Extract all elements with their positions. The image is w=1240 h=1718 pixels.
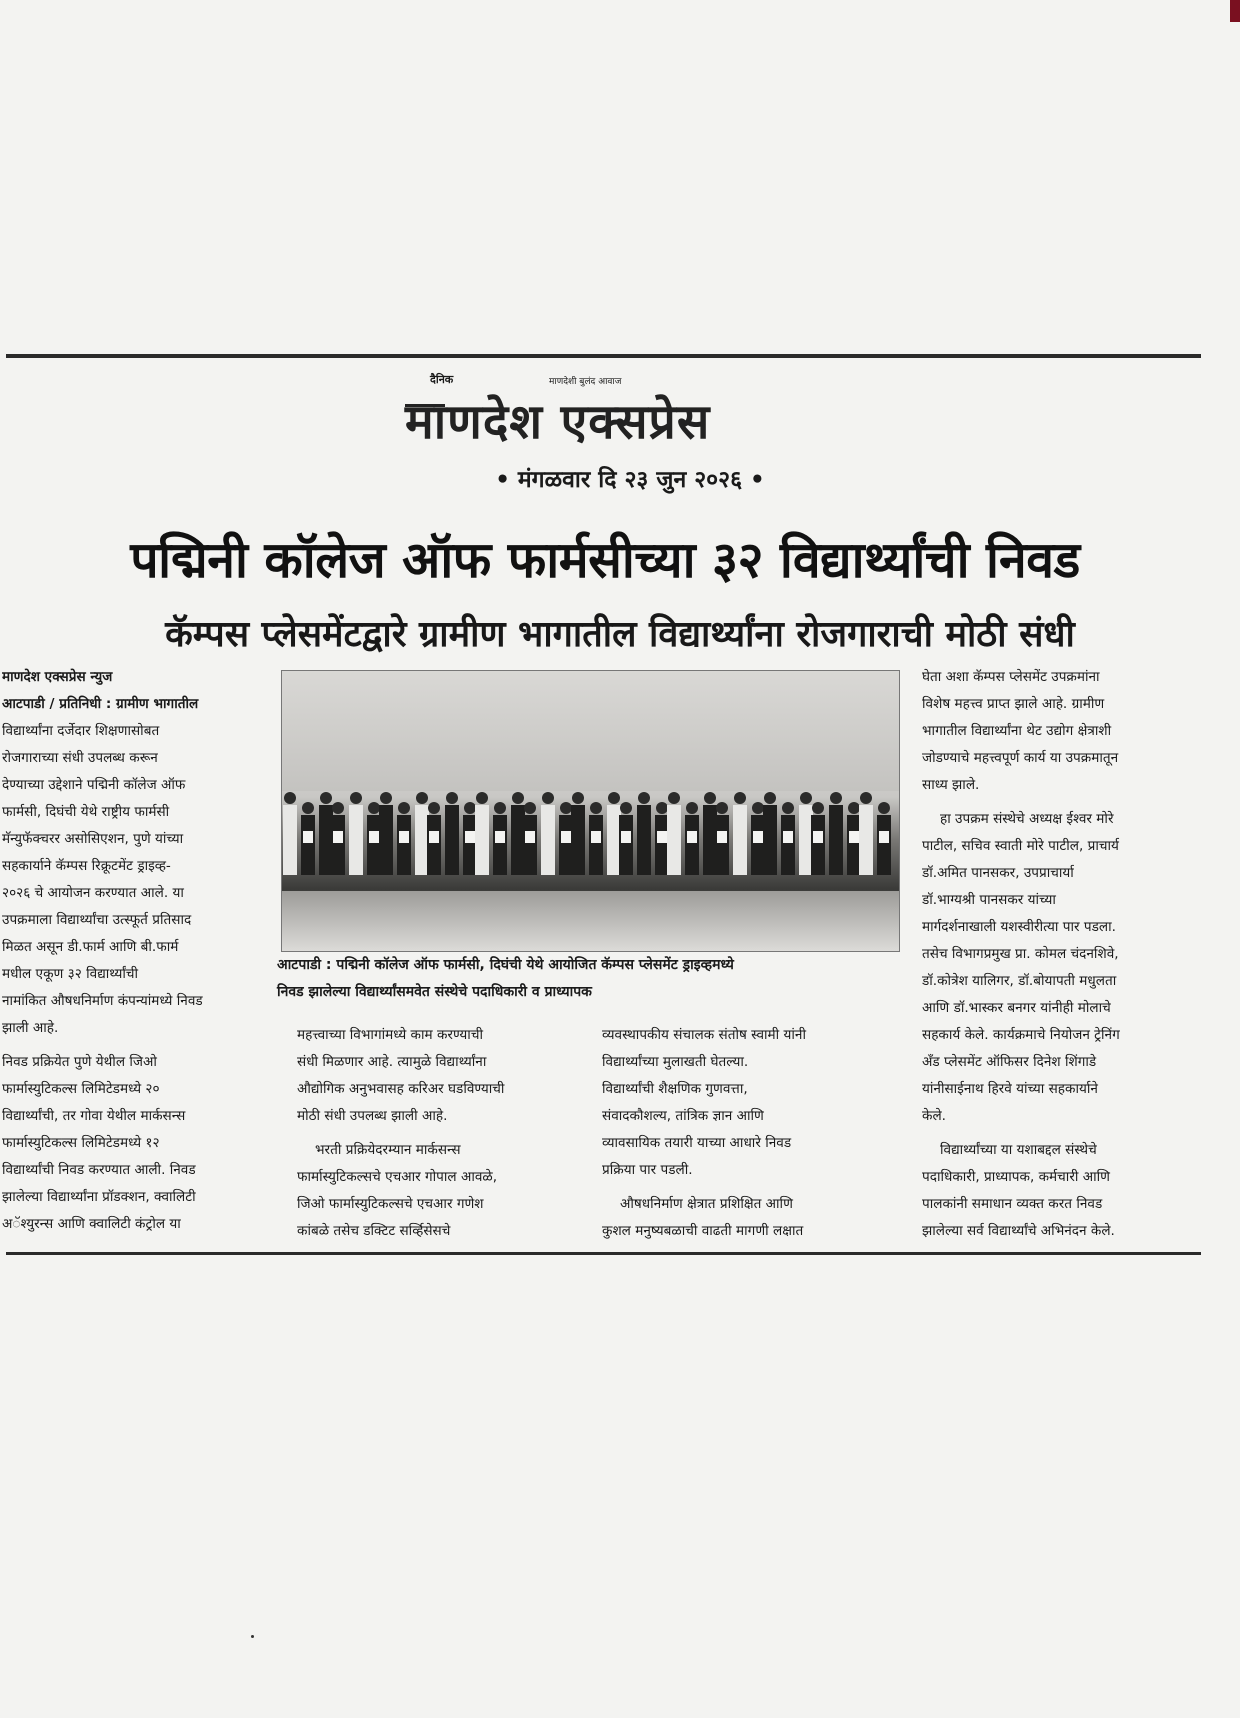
person-body	[331, 815, 345, 875]
certificate	[753, 831, 763, 843]
person-head	[572, 792, 584, 804]
article-text-line: जिओ फार्मास्युटिकल्सचे एचआर गणेश	[297, 1196, 484, 1212]
article-text-line: विद्यार्थ्यांना दर्जेदार शिक्षणासोबत	[2, 723, 160, 739]
certificate	[369, 831, 379, 843]
article-text-line: भरती प्रक्रियेदरम्यान मार्कसन्स	[315, 1142, 461, 1158]
masthead-daily-label: दैनिक	[430, 373, 454, 386]
person-head	[524, 802, 536, 814]
person-body	[877, 815, 891, 875]
article-text-line: मोठी संधी उपलब्ध झाली आहे.	[297, 1108, 448, 1124]
article-text-line: विद्यार्थ्यांची, तर गोवा येथील मार्कसन्स	[2, 1108, 186, 1124]
article-text-line: फार्मास्युटिकल्स लिमिटेडमध्ये २०	[2, 1081, 160, 1097]
article-text-line: देण्याच्या उद्देशाने पद्मिनी कॉलेज ऑफ	[2, 777, 186, 793]
certificate	[657, 831, 667, 843]
person-body	[445, 805, 459, 875]
person-body	[667, 805, 681, 875]
certificate	[495, 831, 505, 843]
article-headline: पद्मिनी कॉलेज ऑफ फार्मसीच्या ३२ विद्यार्थ्यांची निवड	[130, 531, 1080, 589]
person-head	[302, 802, 314, 814]
article-text-line: साध्य झाले.	[922, 777, 980, 793]
article-text-line: डॉ.भाग्यश्री पानसकर यांच्या	[922, 892, 1056, 908]
certificate	[561, 831, 571, 843]
certificate	[717, 831, 727, 843]
person-body	[859, 805, 873, 875]
person-head	[380, 792, 392, 804]
person-body	[655, 815, 669, 875]
article-text-line: आणि डॉ.भास्कर बनगर यांनीही मोलाचे	[922, 1000, 1111, 1016]
certificate	[333, 831, 343, 843]
article-text-line: जोडण्याचे महत्त्वपूर्ण कार्य या उपक्रमातून	[922, 750, 1119, 766]
certificate	[621, 831, 631, 843]
certificate	[303, 831, 313, 843]
person-head	[560, 802, 572, 814]
person-body	[799, 805, 813, 875]
article-text-line: अँड प्लेसमेंट ऑफिसर दिनेश शिंगाडे	[922, 1054, 1097, 1070]
certificate	[591, 831, 601, 843]
top-rule	[6, 354, 1201, 358]
person-head	[716, 802, 728, 814]
person-body	[493, 815, 507, 875]
person-body	[397, 815, 411, 875]
person-body	[607, 805, 621, 875]
person-body	[619, 815, 633, 875]
certificate	[465, 831, 475, 843]
person-head	[668, 792, 680, 804]
issue-date: • मंगळवार दि २३ जुन २०२६ •	[495, 467, 765, 493]
article-text-line: कांबळे तसेच डक्टिट सर्व्हिसेसचे	[297, 1223, 451, 1239]
article-text-line: फार्मसी, दिघंची येथे राष्ट्रीय फार्मसी	[2, 804, 170, 820]
person-head	[350, 792, 362, 804]
person-head	[320, 792, 332, 804]
person-head	[398, 802, 410, 814]
article-text-line: संधी मिळणार आहे. त्यामुळे विद्यार्थ्यांना	[297, 1054, 487, 1070]
paragraph-gap	[922, 1130, 1202, 1137]
article-text-line: रोजगाराच्या संधी उपलब्ध करून	[2, 750, 158, 766]
article-text-line: तसेच विभागप्रमुख प्रा. कोमल चंदनशिवे,	[922, 946, 1119, 962]
article-text-line: महत्त्वाच्या विभागांमध्ये काम करण्याची	[297, 1027, 483, 1043]
person-head	[542, 792, 554, 804]
person-body	[511, 805, 525, 875]
person-body	[763, 805, 777, 875]
article-text-line: झालेल्या सर्व विद्यार्थ्यांचे अभिनंदन केले.	[922, 1223, 1115, 1239]
article-text-line: विद्यार्थ्यांची शैक्षणिक गुणवत्ता,	[602, 1081, 748, 1097]
photo-caption-line-1: आटपाडी : पद्मिनी कॉलेज ऑफ फार्मसी, दिघंची येथे आयोजित कॅम्पस प्लेसमेंट ड्राइव्हमध्ये	[277, 957, 734, 973]
person-head	[416, 792, 428, 804]
article-text-line: प्रक्रिया पार पडली.	[602, 1162, 693, 1178]
person-head	[800, 792, 812, 804]
article-text-line: डॉ.कोत्रेश यालिगर, डॉ.बोयापती मधुलता	[922, 973, 1117, 989]
article-text-line: २०२६ चे आयोजन करण्यात आले. या	[2, 885, 184, 901]
certificate	[849, 831, 859, 843]
article-text-line: सहकार्य केले. कार्यक्रमाचे नियोजन ट्रेनिंग	[922, 1027, 1120, 1043]
person-head	[764, 792, 776, 804]
article-text-line: मार्गदर्शनाखाली यशस्वीरीत्या पार पडला.	[922, 919, 1116, 935]
person-head	[848, 802, 860, 814]
article-subheadline: कॅम्पस प्लेसमेंटद्वारे ग्रामीण भागातील विद्यार्थ्यांना रोजगाराची मोठी संधी	[165, 614, 1075, 655]
article-text-line: पालकांनी समाधान व्यक्त करत निवड	[922, 1196, 1103, 1212]
person-body	[637, 805, 651, 875]
person-head	[830, 792, 842, 804]
person-head	[494, 802, 506, 814]
person-head	[446, 792, 458, 804]
person-body	[847, 815, 861, 875]
person-head	[428, 802, 440, 814]
page-edge-mark	[1230, 0, 1240, 22]
article-text-line: संवादकौशल्य, तांत्रिक ज्ञान आणि	[602, 1108, 764, 1124]
article-column-2	[297, 1022, 597, 1245]
person-body	[319, 805, 333, 875]
paragraph-gap	[602, 1184, 892, 1191]
masthead-tagline: माणदेशी बुलंद आवाज	[549, 377, 622, 387]
person-body	[685, 815, 699, 875]
article-text-line: सहकार्याने कॅम्पस रिक्रूटमेंट ड्राइव्ह-	[2, 858, 171, 874]
article-text-line: भागातील विद्यार्थ्यांना थेट उद्योग क्षेत्राशी	[922, 723, 1112, 739]
person-head	[812, 802, 824, 814]
paragraph-gap	[922, 799, 1202, 806]
article-text-line: औद्योगिक अनुभवासह करिअर घडविण्याची	[297, 1081, 505, 1097]
article-text-line: डॉ.अमित पानसकर, उपप्राचार्या	[922, 865, 1074, 881]
person-head	[512, 792, 524, 804]
article-text-line: विशेष महत्त्व प्राप्त झाले आहे. ग्रामीण	[922, 696, 1105, 712]
article-text-line: विद्यार्थ्यांच्या मुलाखती घेतल्या.	[602, 1054, 749, 1070]
person-head	[734, 792, 746, 804]
article-text-line: मिळत असून डी.फार्म आणि बी.फार्म	[2, 939, 179, 955]
paragraph-gap	[297, 1130, 597, 1137]
article-text-line: झाली आहे.	[2, 1020, 59, 1036]
bottom-rule	[6, 1252, 1201, 1255]
certificate	[813, 831, 823, 843]
certificate	[525, 831, 535, 843]
news-photo	[281, 670, 900, 952]
person-head	[332, 802, 344, 814]
person-head	[464, 802, 476, 814]
photo-crowd	[282, 776, 899, 896]
article-text-line: निवड प्रक्रियेत पुणे येथील जिओ	[2, 1054, 157, 1070]
article-text-line: घेता अशा कॅम्पस प्लेसमेंट उपक्रमांना	[922, 669, 1100, 685]
article-text-line: नामांकित औषधनिर्माण कंपन्यांमध्ये निवड	[2, 993, 203, 1009]
person-head	[476, 792, 488, 804]
person-body	[733, 805, 747, 875]
certificate	[783, 831, 793, 843]
person-body	[571, 805, 585, 875]
article-column-3	[602, 1022, 892, 1245]
photo-caption	[277, 952, 917, 1006]
article-text-line: उपक्रमाला विद्यार्थ्यांचा उत्स्फूर्त प्रतिसाद	[2, 912, 192, 928]
person-body	[367, 815, 381, 875]
person-head	[686, 802, 698, 814]
person-head	[782, 802, 794, 814]
certificate	[879, 831, 889, 843]
photo-ceiling	[282, 671, 899, 791]
article-text-line: व्यावसायिक तयारी याच्या आधारे निवड	[602, 1135, 792, 1151]
person-body	[541, 805, 555, 875]
person-body	[751, 815, 765, 875]
person-body	[703, 805, 717, 875]
article-column-4	[922, 664, 1202, 1245]
person-head	[590, 802, 602, 814]
article-text-line: कुशल मनुष्यबळाची वाढती मागणी लक्षात	[602, 1223, 804, 1239]
person-body	[379, 805, 393, 875]
certificate	[429, 831, 439, 843]
person-head	[878, 802, 890, 814]
article-text-line: विद्यार्थ्यांची निवड करण्यात आली. निवड	[2, 1162, 196, 1178]
person-head	[284, 792, 296, 804]
person-body	[829, 805, 843, 875]
photo-caption-line-2: निवड झालेल्या विद्यार्थ्यांसमवेत संस्थेचे पदाधिकारी व प्राध्यापक	[277, 984, 592, 1000]
person-body	[415, 805, 429, 875]
article-text-line: केले.	[922, 1108, 946, 1124]
article-text-line: मॅन्युफॅक्चरर असोसिएशन, पुणे यांच्या	[2, 831, 184, 847]
person-body	[523, 815, 537, 875]
person-body	[301, 815, 315, 875]
article-text-line: आटपाडी / प्रतिनिधी : ग्रामीण भागातील	[2, 696, 199, 712]
person-body	[781, 815, 795, 875]
person-body	[349, 805, 363, 875]
article-text-line: यांनीसाईनाथ हिरवे यांच्या सहकार्याने	[922, 1081, 1098, 1097]
person-body	[811, 815, 825, 875]
person-head	[656, 802, 668, 814]
paragraph-gap	[2, 1042, 272, 1049]
person-head	[608, 792, 620, 804]
article-column-1	[2, 664, 272, 1238]
person-head	[752, 802, 764, 814]
person-body	[559, 815, 573, 875]
article-text-line: मधील एकूण ३२ विद्यार्थ्यांची	[2, 966, 139, 982]
photo-floor	[282, 891, 899, 951]
article-text-line: फार्मास्युटिकल्सचे एचआर गोपाल आवळे,	[297, 1169, 498, 1185]
person-body	[463, 815, 477, 875]
article-text-line: हा उपक्रम संस्थेचे अध्यक्ष ईश्वर मोरे	[940, 811, 1114, 827]
person-head	[860, 792, 872, 804]
article-text-line: व्यवस्थापकीय संचालक संतोष स्वामी यांनी	[602, 1027, 806, 1043]
article-text-line: झालेल्या विद्यार्थ्यांना प्रॉडक्शन, क्वालिटी	[2, 1189, 196, 1205]
person-body	[427, 815, 441, 875]
certificate	[687, 831, 697, 843]
article-text-line: माणदेश एक्सप्रेस न्युज	[2, 669, 113, 685]
person-body	[715, 815, 729, 875]
article-text-line: औषधनिर्माण क्षेत्रात प्रशिक्षित आणि	[620, 1196, 793, 1212]
person-body	[475, 805, 489, 875]
person-body	[589, 815, 603, 875]
article-text-line: फार्मास्युटिकल्स लिमिटेडमध्ये १२	[2, 1135, 160, 1151]
person-head	[704, 792, 716, 804]
article-text-line: पाटील, सचिव स्वाती मोरे पाटील, प्राचार्य	[922, 838, 1119, 854]
article-text-line: पदाधिकारी, प्राध्यापक, कर्मचारी आणि	[922, 1169, 1110, 1185]
person-body	[283, 805, 297, 875]
person-head	[620, 802, 632, 814]
article-text-line: अॅश्युरन्स आणि क्वालिटी कंट्रोल या	[2, 1216, 181, 1232]
masthead-title: माणदेश एक्सप्रेस	[405, 394, 711, 450]
article-text-line: विद्यार्थ्यांच्या या यशाबद्दल संस्थेचे	[940, 1142, 1097, 1158]
person-head	[368, 802, 380, 814]
scan-speck	[251, 1635, 254, 1638]
person-head	[638, 792, 650, 804]
certificate	[399, 831, 409, 843]
